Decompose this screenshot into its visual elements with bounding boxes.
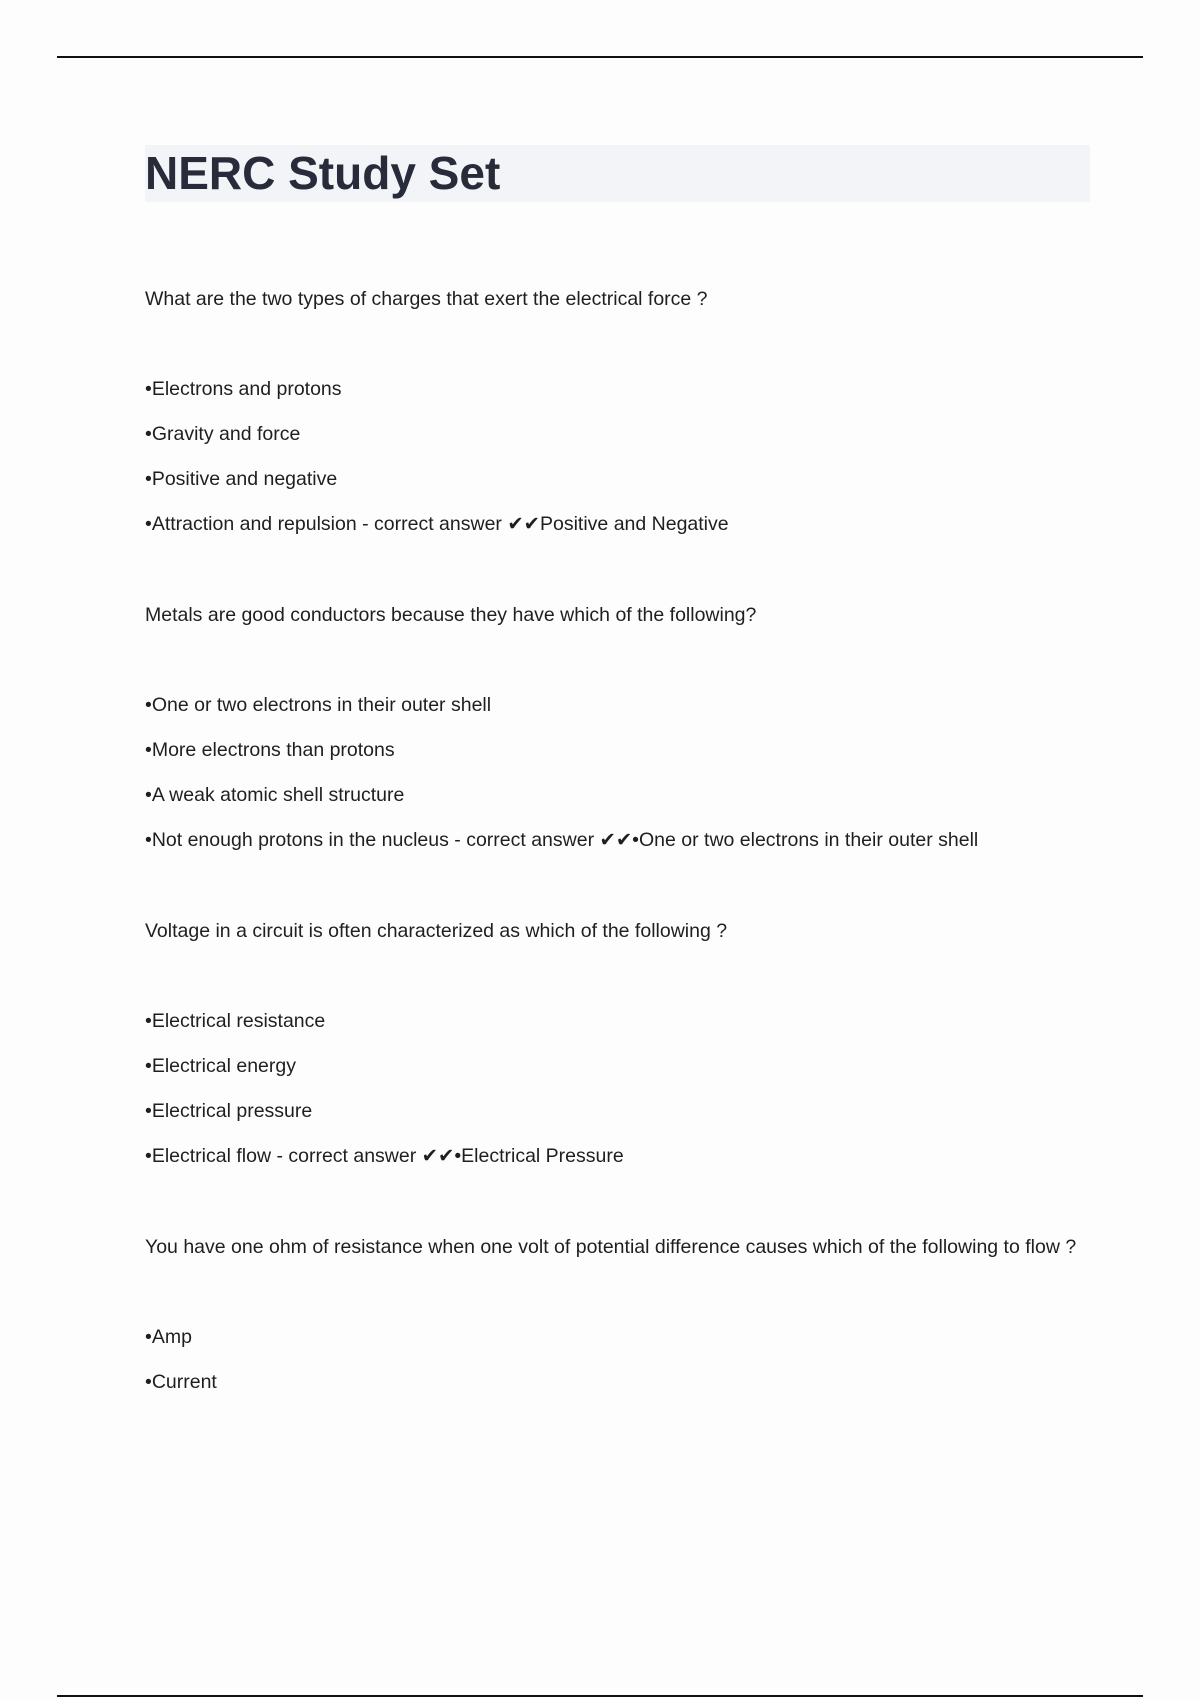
option-item: •Current — [145, 1371, 217, 1393]
options-list — [145, 690, 1090, 870]
option-item: •Electrons and protons — [145, 378, 342, 400]
option-item: •Amp — [145, 1326, 192, 1348]
question-text: Voltage in a circuit is often characterized as which of the following ? — [145, 920, 728, 942]
question-block-3 — [145, 916, 1090, 1186]
option-item: •A weak atomic shell structure — [145, 784, 405, 806]
option-item-answer: •Not enough protons in the nucleus - correct answer ✔✔•One or two electrons in their outer shell — [145, 829, 979, 851]
question-block-1 — [145, 284, 1090, 554]
option-item: •Gravity and force — [145, 423, 301, 445]
options-list — [145, 374, 1090, 554]
option-item-answer: •Electrical flow - correct answer ✔✔•Electrical Pressure — [145, 1145, 624, 1167]
bottom-rule — [57, 1695, 1143, 1697]
question-text: You have one ohm of resistance when one volt of potential difference causes which of the following to flow ? — [145, 1236, 1077, 1258]
option-item: •Electrical resistance — [145, 1010, 326, 1032]
option-item: •Electrical energy — [145, 1055, 296, 1077]
option-item-answer: •Attraction and repulsion - correct answer ✔✔Positive and Negative — [145, 513, 729, 535]
options-list — [145, 1006, 1090, 1186]
question-text: What are the two types of charges that exert the electrical force ? — [145, 288, 708, 310]
options-list — [145, 1322, 1090, 1412]
option-item: •One or two electrons in their outer shell — [145, 694, 492, 716]
top-rule — [57, 56, 1143, 58]
option-item: •More electrons than protons — [145, 739, 395, 761]
page-title: NERC Study Set — [145, 147, 501, 199]
question-block-2 — [145, 600, 1090, 870]
question-block-4 — [145, 1232, 1090, 1412]
title-band — [145, 145, 1090, 202]
option-item: •Positive and negative — [145, 468, 338, 490]
option-item: •Electrical pressure — [145, 1100, 313, 1122]
question-text: Metals are good conductors because they have which of the following? — [145, 604, 757, 626]
document-content — [145, 145, 1090, 1412]
